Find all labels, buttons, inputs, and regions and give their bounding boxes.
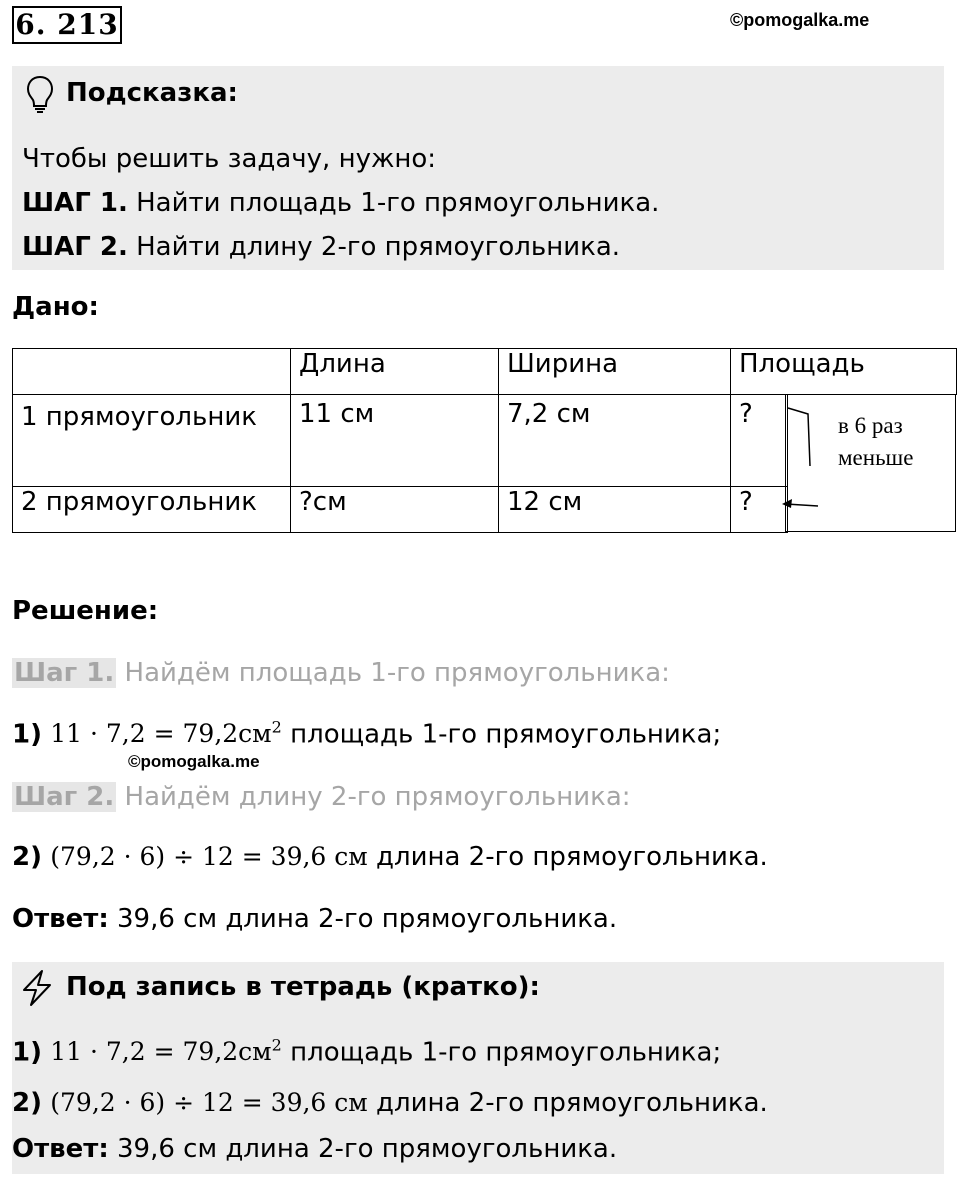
formula xyxy=(50,1037,282,1066)
table-cell: 7,2 см xyxy=(499,395,731,487)
comparison-note xyxy=(838,410,913,474)
line-description: площадь 1-го прямоугольника; xyxy=(281,1037,722,1068)
line-number: 1) xyxy=(12,719,42,750)
line-description: длина 2-го прямоугольника. xyxy=(367,1088,768,1118)
hint-intro: Чтобы решить задачу, нужно: xyxy=(22,144,437,174)
answer-label: Ответ: xyxy=(12,1134,109,1164)
formula-exponent: 2 xyxy=(271,718,282,737)
table-cell: ? xyxy=(731,395,788,487)
bracket-arrow-icon xyxy=(770,396,830,516)
table-header-cell: Площадь xyxy=(731,349,957,395)
table-cell: ? xyxy=(731,487,788,533)
table-cell: 2 прямоугольник xyxy=(13,487,291,533)
answer-text: 39,6 см длина 2-го прямоугольника. xyxy=(108,904,618,934)
solution-line-2 xyxy=(12,842,768,872)
comparison-note-line: меньше xyxy=(838,445,914,470)
solution-step-2 xyxy=(12,782,631,812)
table-header-cell: Ширина xyxy=(499,349,731,395)
step-1-text: Найдём площадь 1-го прямоугольника: xyxy=(116,658,670,688)
short-notes-title: Под запись в тетрадь (кратко): xyxy=(66,972,540,1002)
table-header-cell: Длина xyxy=(291,349,499,395)
short-answer xyxy=(12,1134,617,1164)
comparison-note-line: в 6 раз xyxy=(838,413,903,438)
short-line-2 xyxy=(12,1088,768,1118)
hint-step-2-tag: ШАГ 2. xyxy=(22,232,128,262)
watermark: ©pomogalka.me xyxy=(128,752,260,771)
table-header-cell xyxy=(13,349,291,395)
hint-title: Подсказка: xyxy=(66,78,238,108)
hint-step-2 xyxy=(22,232,620,262)
formula xyxy=(50,719,282,748)
formula-text: 11 · 7,2 = 79,2см xyxy=(50,1037,272,1067)
table-cell: 11 см xyxy=(291,395,499,487)
answer-text: 39,6 см длина 2-го прямоугольника. xyxy=(108,1134,618,1164)
table-header-row xyxy=(13,349,957,395)
line-number: 2) xyxy=(12,1088,42,1118)
line-description: площадь 1-го прямоугольника; xyxy=(281,719,722,750)
line-number: 2) xyxy=(12,842,42,872)
hint-step-1-tag: ШАГ 1. xyxy=(22,188,128,218)
watermark: ©pomogalka.me xyxy=(730,10,870,30)
answer-label: Ответ: xyxy=(12,904,109,934)
solution-answer xyxy=(12,904,617,934)
step-1-tag: Шаг 1. xyxy=(14,658,115,688)
formula: (79,2 · 6) ÷ 12 = 39,6 см xyxy=(50,842,368,871)
task-number: 6. 213 xyxy=(12,6,122,44)
hint-step-2-text: Найти длину 2-го прямоугольника. xyxy=(127,232,621,262)
formula: (79,2 · 6) ÷ 12 = 39,6 см xyxy=(50,1088,368,1117)
table-cell: ?см xyxy=(291,487,499,533)
formula-text: 11 · 7,2 = 79,2см xyxy=(50,719,272,749)
hint-step-1 xyxy=(22,188,659,218)
formula-exponent: 2 xyxy=(271,1036,282,1055)
table-cell: 12 см xyxy=(499,487,731,533)
solution-step-1 xyxy=(12,658,670,688)
lightbulb-icon xyxy=(24,74,56,114)
solution-line-1 xyxy=(12,718,721,749)
given-label: Дано: xyxy=(12,292,99,322)
table-cell: 1 прямоугольник xyxy=(13,395,291,487)
lightning-icon xyxy=(18,968,56,1008)
short-line-1 xyxy=(12,1036,721,1067)
line-number: 1) xyxy=(12,1037,42,1068)
step-2-text: Найдём длину 2-го прямоугольника: xyxy=(116,782,631,812)
solution-label: Решение: xyxy=(12,596,159,626)
line-description: длина 2-го прямоугольника. xyxy=(367,842,768,872)
step-2-tag: Шаг 2. xyxy=(14,782,115,812)
hint-step-1-text: Найти площадь 1-го прямоугольника. xyxy=(127,188,660,218)
